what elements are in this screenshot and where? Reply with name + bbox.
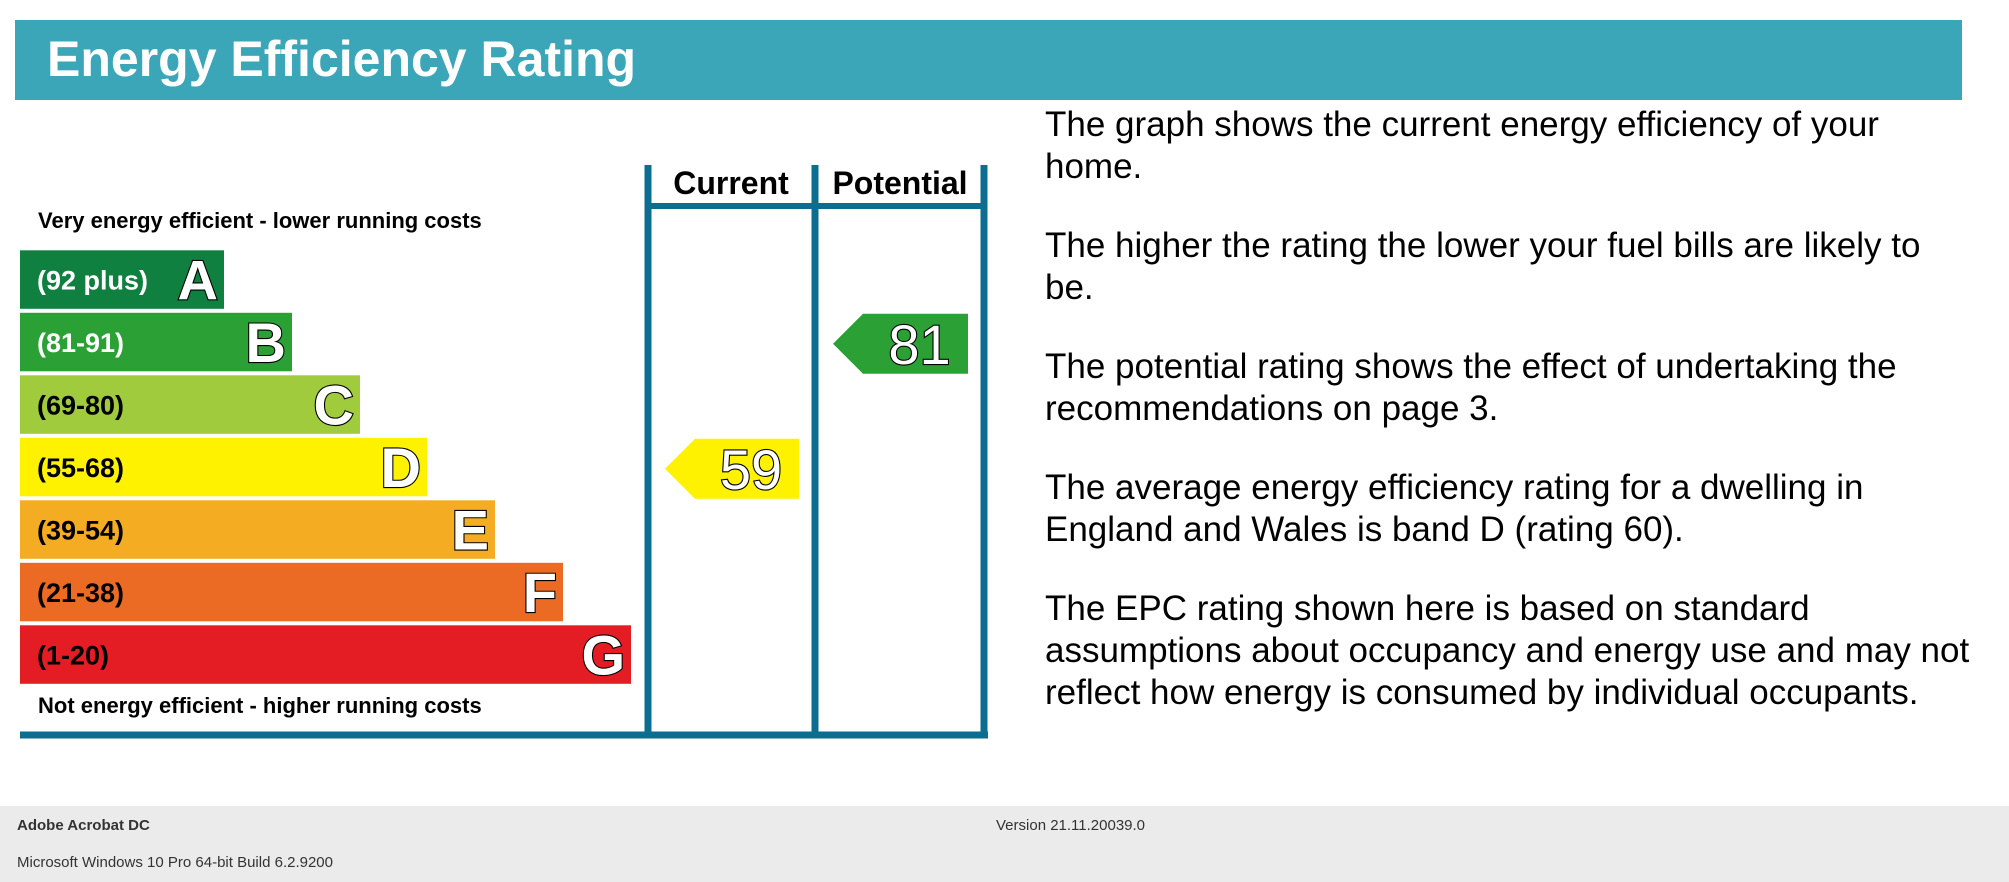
page-title: Energy Efficiency Rating [47, 31, 637, 87]
description-paragraph: The graph shows the current energy efficiency of your home. [1045, 105, 1879, 186]
band-letter-label: C [313, 373, 354, 437]
band-range-label: (21-38) [37, 577, 125, 608]
band-range-label: (81-91) [37, 327, 125, 358]
description-paragraph: The potential rating shows the effect of undertaking the recommendations on page 3. [1045, 347, 1897, 428]
description-paragraph: The average energy efficiency rating for a dwelling in England and Wales is band D (rating 60). [1045, 468, 1864, 549]
footer-app-name: Adobe Acrobat DC [17, 817, 150, 834]
band-letter-label: B [245, 310, 286, 374]
inefficient-caption: Not energy efficient - higher running costs [38, 693, 482, 718]
column-header: Potential [832, 165, 968, 201]
current-rating-value: 59 [719, 437, 783, 501]
column-header: Current [673, 165, 789, 201]
energy-rating-chart [0, 0, 1010, 760]
footer-os: Microsoft Windows 10 Pro 64-bit Build 6.2.9200 [17, 854, 333, 871]
band-range-label: (39-54) [37, 515, 125, 546]
band-letter-label: F [522, 560, 557, 624]
efficient-caption: Very energy efficient - lower running costs [38, 208, 482, 233]
band-range-label: (69-80) [37, 390, 125, 421]
potential-rating-value: 81 [888, 312, 951, 376]
band-letter-label: D [380, 435, 421, 499]
footer-bar [0, 806, 2009, 882]
footer-version: Version 21.11.20039.0 [996, 817, 1146, 834]
description-paragraph: The higher the rating the lower your fuel bills are likely to be. [1045, 226, 1921, 307]
band-range-label: (1-20) [37, 640, 110, 671]
band-bar-g [20, 623, 631, 687]
band-letter-label: G [581, 623, 625, 687]
band-letter-label: A [177, 248, 218, 312]
band-range-label: (92 plus) [37, 265, 149, 296]
band-letter-label: E [451, 498, 489, 562]
description-panel [1045, 104, 1970, 751]
band-range-label: (55-68) [37, 452, 125, 483]
description-paragraph: The EPC rating shown here is based on standard assumptions about occupancy and energy use and may not reflect how energy is consumed by individual occupants. [1045, 589, 1970, 712]
